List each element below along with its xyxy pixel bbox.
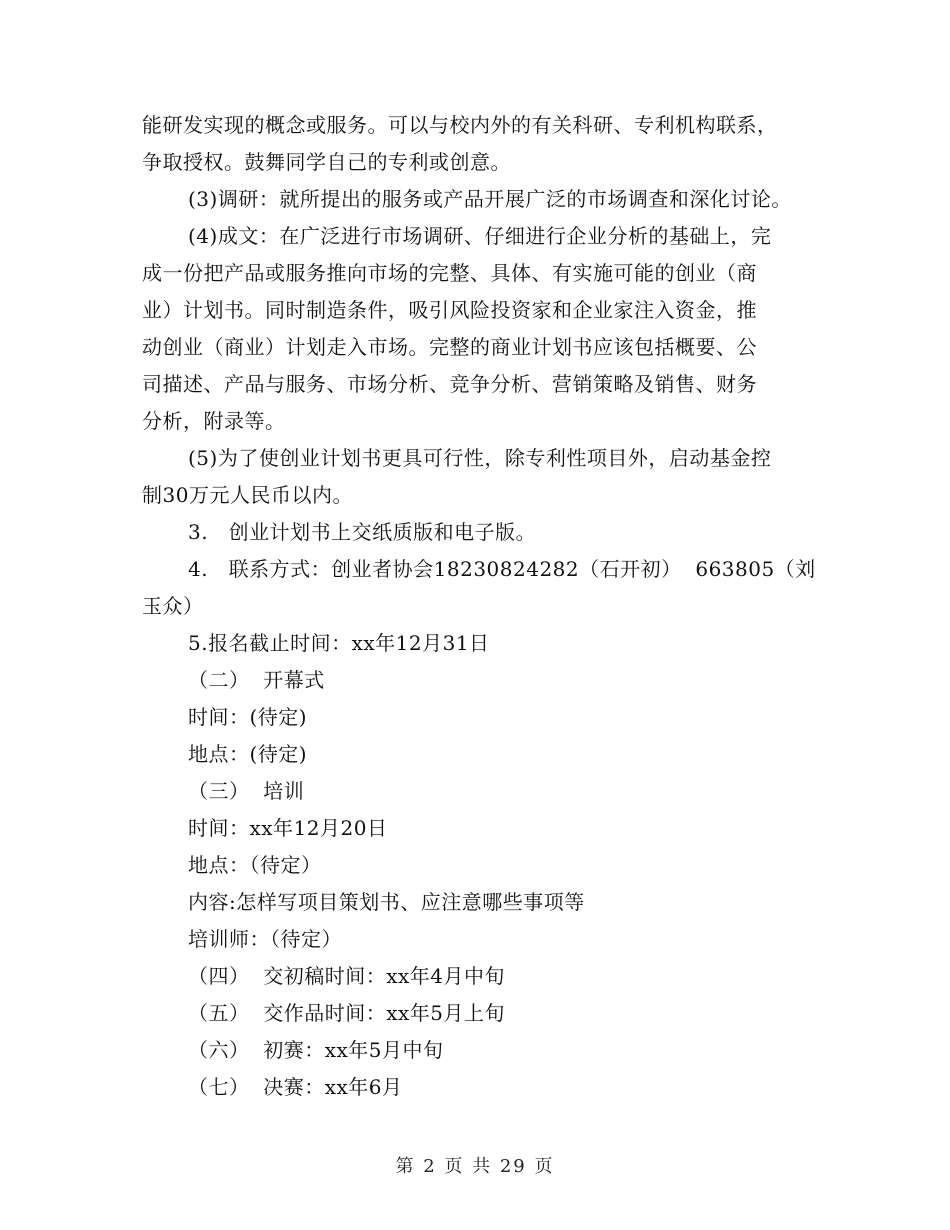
detail-line: 地点：（待定）: [188, 853, 322, 877]
paragraph-line: 司描述、产品与服务、市场分析、竞争分析、营销策略及销售、财务: [142, 372, 757, 396]
detail-line: 地点：(待定): [188, 742, 308, 766]
section-heading: （五） 交作品时间：xx年5月上旬: [188, 1001, 505, 1025]
detail-line: 时间：xx年12月20日: [188, 816, 388, 840]
detail-line: 培训师：（待定）: [188, 927, 342, 951]
list-item: 3. 创业计划书上交纸质版和电子版。: [188, 520, 537, 544]
page-number-footer: 第 2 页 共 29 页: [395, 1156, 555, 1177]
detail-line: 时间：(待定): [188, 705, 308, 729]
paragraph-line: 动创业（商业）计划走入市场。完整的商业计划书应该包括概要、公: [142, 335, 757, 359]
section-heading: （七） 决赛：xx年6月: [188, 1075, 403, 1099]
paragraph-line: 制30万元人民币以内。: [142, 483, 353, 507]
list-item: 4. 联系方式：创业者协会18230824282（石开初） 663805（刘: [188, 557, 816, 581]
paragraph-line: (5)为了使创业计划书更具可行性，除专利性项目外，启动基金控: [188, 446, 772, 470]
detail-line: 内容:怎样写项目策划书、应注意哪些事项等: [188, 890, 585, 914]
paragraph-line: 争取授权。鼓舞同学自己的专利或创意。: [142, 150, 511, 174]
paragraph-line: (3)调研：就所提出的服务或产品开展广泛的市场调查和深化讨论。: [188, 187, 792, 211]
section-heading: （二） 开幕式: [188, 668, 325, 692]
paragraph-line: (4)成文：在广泛进行市场调研、仔细进行企业分析的基础上，完: [188, 224, 772, 248]
section-heading: （四） 交初稿时间：xx年4月中旬: [188, 964, 505, 988]
section-heading: （六） 初赛：xx年5月中旬: [188, 1038, 444, 1062]
paragraph-line: 玉众）: [142, 594, 204, 618]
paragraph-line: 成一份把产品或服务推向市场的完整、具体、有实施可能的创业（商: [142, 261, 757, 285]
paragraph-line: 分析，附录等。: [142, 409, 286, 433]
section-heading: （三） 培训: [188, 779, 305, 803]
list-item: 5.报名截止时间：xx年12月31日: [188, 631, 490, 655]
paragraph-line: 业）计划书。同时制造条件，吸引风险投资家和企业家注入资金，推: [142, 298, 757, 322]
document-body: [142, 107, 832, 1106]
paragraph-line: 能研发实现的概念或服务。可以与校内外的有关科研、专利机构联系，: [142, 113, 778, 137]
